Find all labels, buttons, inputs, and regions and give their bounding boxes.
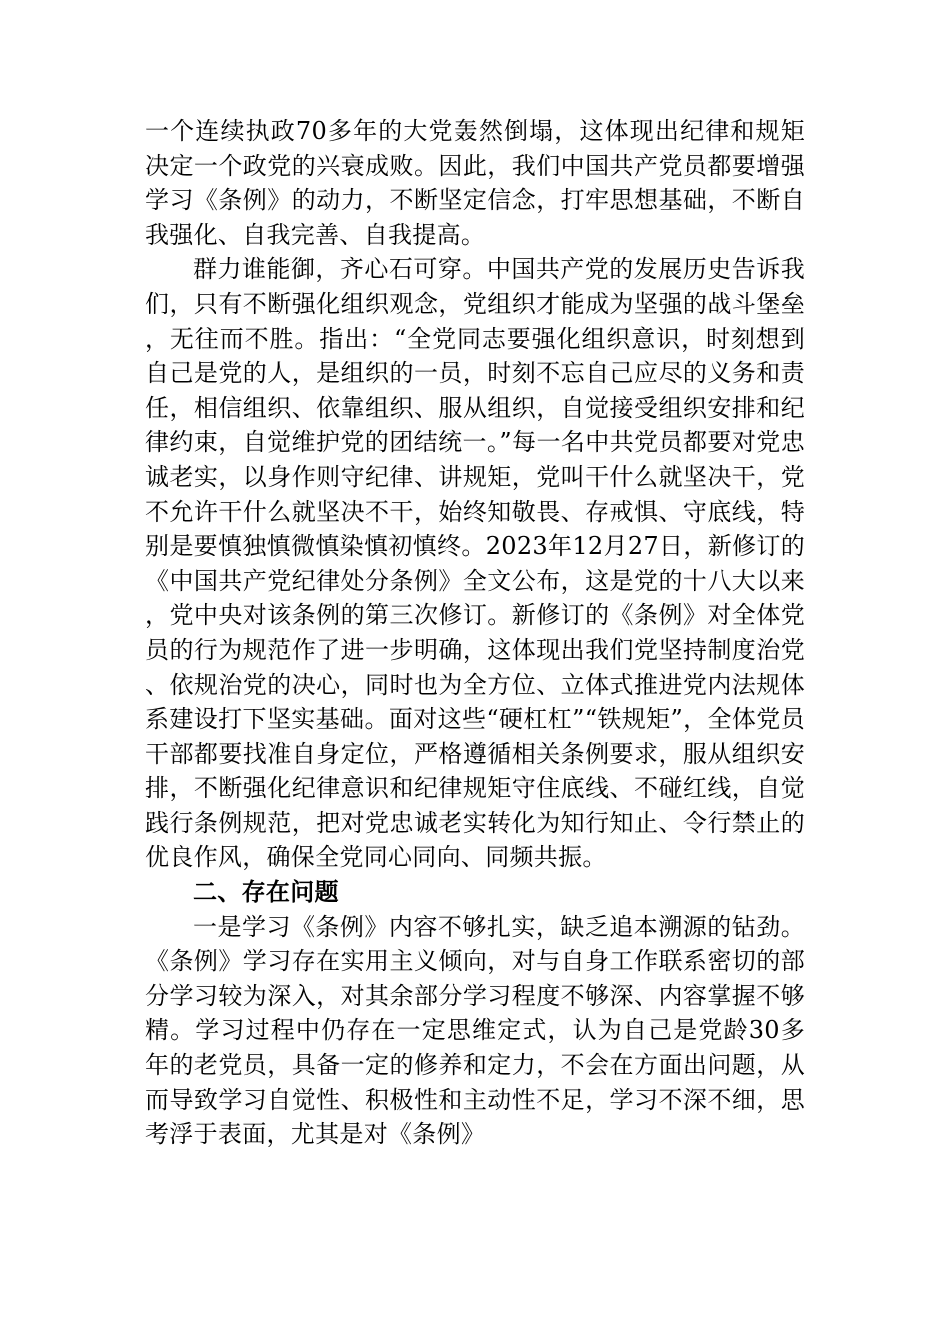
paragraph-problem-one: 一是学习《条例》内容不够扎实，缺乏追本溯源的钻劲。《条例》学习存在实用主义倾向，对与自身工作联系密切的部分学习较为深入，对其余部分学习程度不够深、内容掌握不够精。学习过程中仍存在一定思维定式，认为自己是党龄30多年的老党员，具备一定的修养和定力，不会在方面出问题，从而导致学习自觉性、积极性和主动性不足，学习不深不细，思考浮于表面，尤其是对《条例》	[145, 912, 805, 1149]
paragraph-organization: 群力谁能御，齐心石可穿。中国共产党的发展历史告诉我们，只有不断强化组织观念，党组织才能成为坚强的战斗堡垒，无往而不胜。指出：“全党同志要强化组织意识，时刻想到自己是党的人，是组织的一员，时刻不忘自己应尽的义务和责任，相信组织、依靠组织、服从组织，自觉接受组织安排和纪律约束，自觉维护党的团结统一。”每一名中共党员都要对党忠诚老实，以身作则守纪律、讲规矩，党叫干什么就坚决干，党不允许干什么就坚决不干，始终知敬畏、存戒惧、守底线，特别是要慎独慎微慎染慎初慎终。2023年12月27日，新修订的《中国共产党纪律处分条例》全文公布，这是党的十八大以来，党中央对该条例的第三次修订。新修订的《条例》对全体党员的行为规范作了进一步明确，这体现出我们党坚持制度治党、依规治党的决心，同时也为全方位、立体式推进党内法规体系建设打下坚实基础。面对这些“硬杠杠”“铁规矩”，全体党员干部都要找准自身定位，严格遵循相关条例要求，服从组织安排，不断强化纪律意识和纪律规矩守住底线、不碰红线，自觉践行条例规范，把对党忠诚老实转化为知行知止、令行禁止的优良作风，确保全党同心同向、同频共振。	[145, 255, 805, 872]
section-heading: 二、存在问题	[193, 878, 339, 907]
paragraph-continuation: 一个连续执政70多年的大党轰然倒塌，这体现出纪律和规矩决定一个政党的兴衰成败。因此，我们中国共产党员都要增强学习《条例》的动力，不断坚定信念，打牢思想基础，不断自我强化、自我完善、自我提高。	[145, 117, 805, 249]
document-page	[145, 114, 805, 1152]
